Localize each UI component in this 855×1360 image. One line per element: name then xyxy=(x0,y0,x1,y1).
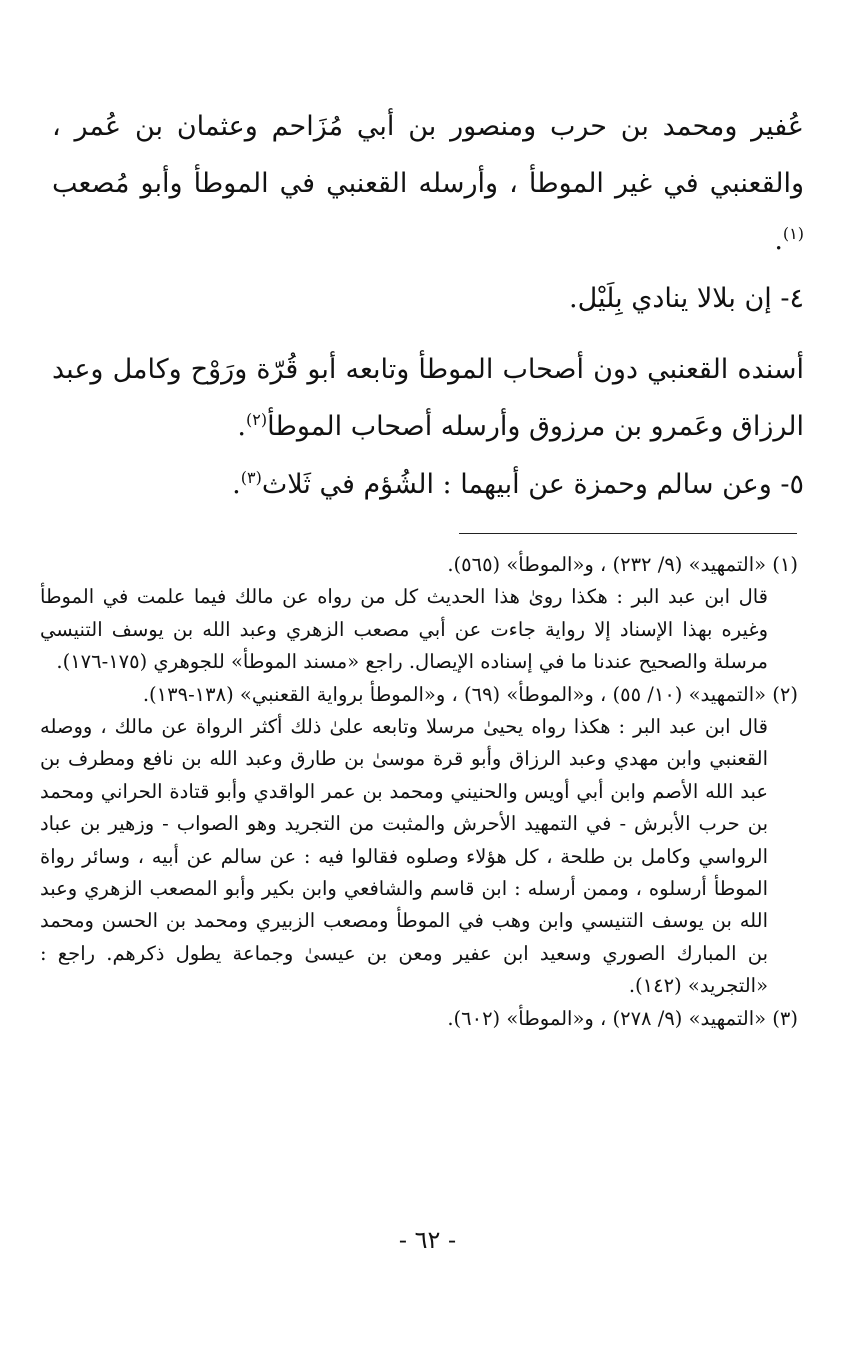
footnote-3 xyxy=(40,1003,798,1035)
main-paragraph-1-end: . xyxy=(774,225,783,256)
hadith-item-5 xyxy=(52,456,804,513)
footnote-2-reference: (٢) «التمهيد» (١٠/ ٥٥) ، و«الموطأ» (٦٩) ، و«الموطأ برواية القعنبي» (١٣٨-١٣٩). xyxy=(142,682,798,706)
footnote-1 xyxy=(40,549,798,679)
main-paragraph-1 xyxy=(52,98,804,269)
footnote-1-reference: (١) «التمهيد» (٩/ ٢٣٢) ، و«الموطأ» (٥٦٥). xyxy=(447,553,798,576)
page-number: - ٦٢ - xyxy=(398,1226,457,1254)
hadith-item-4-text: ٤- إن بلالا ينادي بِلَيْل. xyxy=(569,283,804,314)
footnote-marker-3: (٣) xyxy=(240,468,262,487)
footnote-2-body: قال ابن عبد البر : هكذا رواه يحيىٰ مرسلا وتابعه علىٰ ذلك أكثر الرواة عن مالك ، ووصله القعنبي وابن مهدي وعبد الرزاق وأبو قرة موسىٰ بن طارق وعبد الله بن نافع ومطرف بن عبد الله الأصم وابن أبي أويس والحنيني ومحمد بن عمر الواقدي وأبو قتادة الحراني ومحمد بن حرب الأبرش - في التمهيد الأحرش والمثبت من التجريد وهو الصواب - وزهير بن عباد الرواسي وكامل بن طلحة ، كل هؤلاء وصلوه فقالوا فيه : عن سالم عن أبيه ، وسائر رواة الموطأ أرسلوه ، وممن أرسله : ابن قاسم والشافعي وابن بكير وأبو المصعب الزهري وعبد الله بن يوسف التنيسي وابن وهب في الموطأ ومصعب الزبيري ومحمد بن الحسن ومحمد بن المبارك الصوري وسعيد ابن عفير ومعن بن عيسىٰ وجماعة يطول ذكرهم. راجع : «التجريد» (١٤٢). xyxy=(40,715,768,998)
footnote-divider xyxy=(459,533,797,534)
footnote-marker-2: (٢) xyxy=(246,410,268,429)
main-paragraph-3 xyxy=(52,341,804,455)
main-paragraph-3-end: . xyxy=(237,411,247,442)
footnote-marker-1: (١) xyxy=(782,224,804,243)
hadith-item-4 xyxy=(52,270,804,327)
hadith-item-5-text: ٥- وعن سالم وحمزة عن أبيهما : الشُؤم في ثَلاث xyxy=(261,469,804,500)
hadith-item-5-end: . xyxy=(232,469,241,500)
footnote-2 xyxy=(40,679,798,1003)
main-paragraph-1-text: عُفير ومحمد بن حرب ومنصور بن أبي مُزَاحم وعثمان بن عُمر ، والقعنبي في غير الموطأ ، وأرسله القعنبي في الموطأ وأبو مُصعب xyxy=(52,111,804,199)
main-paragraph-3-text: أسنده القعنبي دون أصحاب الموطأ وتابعه أبو قُرّة ورَوْح وكامل وعبد الرزاق وعَمرو بن مرزوق وأرسله أصحاب الموطأ xyxy=(52,354,804,442)
footnote-3-reference: (٣) «التمهيد» (٩/ ٢٧٨) ، و«الموطأ» (٦٠٢). xyxy=(447,1006,798,1030)
footnotes xyxy=(40,549,798,1035)
footnote-1-body: قال ابن عبد البر : هكذا روىٰ هذا الحديث كل من رواه عن مالك فيما علمت في الموطأ وغيره بهذا الإسناد إلا رواية جاءت عن أبي مصعب الزهري وعبد الله بن يوسف التنيسي مرسلة والصحيح عندنا ما في إسناده الإيصال. راجع «مسند الموطأ» للجوهري (١٧٥-١٧٦). xyxy=(40,585,768,674)
